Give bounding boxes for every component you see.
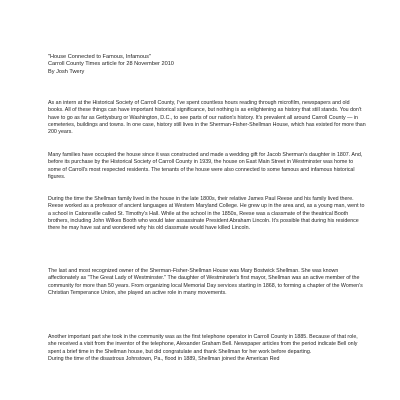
article-title: "House Connected to Famous, Infamous" (48, 54, 151, 60)
article-header (48, 54, 358, 76)
paragraph-mary-shellman: The last and most recognized owner of the Sherman-Fisher-Shellman House was Mary Bostwick Shellman. She was known affectionately as "The Great Lady of Westminster." The daughter of Westminster's first mayor, Shellman was an active member of the community for more than 50 years. From organizing local Memorial Day services starting in 1868, to forming a chapter of the Women's Christian Temperance Union, she played an active role in many movements. (48, 268, 363, 297)
article-source: Carroll County Times article for 28 November 2010 (48, 61, 174, 68)
paragraph-house-history: Many families have occupied the house since it was constructed and made a wedding gift for Jacob Sherman's daughter in 1807. And, before its purchase by the Historical Society of Carroll County in 1939, the house on East Main Street in Westminster was home to some of Carroll's most respected residents. The tenants of the house were also connected to some famous and infamous historical figures. (48, 152, 363, 181)
paragraph-intro: As an intern at the Historical Society of Carroll County, I've spent countless hours reading through microfilm, newspapers and old books. All of these things can have important historical significance, but nothing is as enlightening as history that still stands. You don't have to go as far as Gettysburg or Washington, D.C., to see parts of our nation's history. It's prevalent all around Carroll County — in cemeteries, buildings and towns. In one case, history still lives in the Sherman-Fisher-Shellman House, which has existed for more than 200 years. (48, 100, 366, 136)
paragraph-telephone: Another important part she took in the community was as the first telephone operator in Carroll County in 1885. Because of that role, she received a visit from the inventor of the telephone, Alexander Graham Bell. Newspaper articles from the period indicate Bell only spent a brief time in the Shellman house, but did congratulate and thank Shellman for her work before departing. During the time of the disastrous Johnstown, Pa., flood in 1889, Shellman joined the American Red (48, 334, 358, 363)
article-byline: By Josh Twery (48, 68, 85, 75)
paragraph-reese: During the time the Shellman family lived in the house in the late 1800s, their relative James Paul Reese and his family lived there. Reese worked as a professor of ancient languages at Western Maryland College. He grew up in the area and, as a young man, went to a school in Catonsville called St. Timothy's Hall. While at the school in the 1850s, Reese was a classmate of the theatrical Booth brothers, including John Wilkes Booth who would later assassinate President Abraham Lincoln. It's possible that during his residence there he may have sat and wondered why his old classmate would have killed Lincoln. (48, 196, 365, 232)
